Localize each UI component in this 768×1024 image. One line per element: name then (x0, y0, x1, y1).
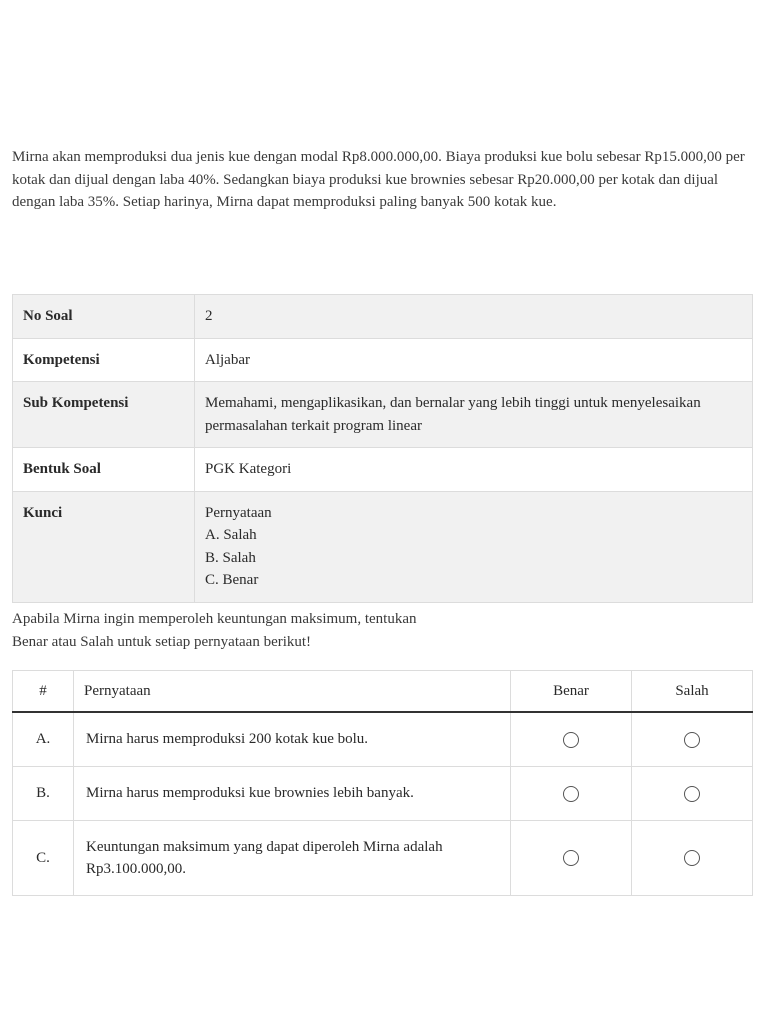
question-prompt-line: Apabila Mirna ingin memperoleh keuntungan maksimum, tentukan (12, 611, 417, 627)
meta-label: Bentuk Soal (13, 448, 195, 492)
row-number: A. (13, 712, 74, 767)
meta-value: PGK Kategori (195, 448, 753, 492)
row-statement: Keuntungan maksimum yang dapat diperoleh Mirna adalah Rp3.100.000,00. (74, 821, 511, 896)
row-number: B. (13, 767, 74, 821)
table-row (13, 821, 753, 896)
problem-intro: Mirna akan memproduksi dua jenis kue dengan modal Rp8.000.000,00. Biaya produksi kue bolu sebesar Rp15.000,00 per kotak dan dijual dengan laba 40%. Sedangkan biaya produksi kue brownies sebesar Rp20.000,00 per kotak dan dijual dengan laba 35%. Setiap harinya, Mirna dapat memproduksi paling banyak 500 kotak kue. (12, 149, 745, 210)
answer-key-line: C. Benar (205, 572, 259, 588)
meta-label: No Soal (13, 295, 195, 339)
question-prompt (12, 608, 752, 653)
question-metadata-table (12, 294, 753, 603)
answer-key-line: A. Salah (205, 527, 257, 543)
row-statement: Mirna harus memproduksi kue brownies lebih banyak. (74, 767, 511, 821)
answer-key-heading: Pernyataan (205, 504, 272, 521)
salah-cell (632, 821, 753, 896)
benar-cell (511, 712, 632, 767)
answer-key (195, 491, 753, 602)
row-statement: Mirna harus memproduksi 200 kotak kue bolu. (74, 712, 511, 767)
benar-cell (511, 821, 632, 896)
header-benar: Benar (511, 671, 632, 713)
meta-row-bentuk-soal (13, 448, 753, 492)
header-number: # (13, 671, 74, 713)
radio-salah-a[interactable] (684, 732, 700, 748)
answer-key-line: B. Salah (205, 549, 256, 566)
radio-benar-a[interactable] (563, 732, 579, 748)
header-salah: Salah (632, 671, 753, 713)
meta-value: 2 (195, 295, 753, 339)
radio-benar-c[interactable] (563, 850, 579, 866)
meta-row-sub-kompetensi (13, 382, 753, 448)
meta-value: Memahami, mengaplikasikan, dan bernalar yang lebih tinggi untuk menyelesaikan permasalahan terkait program linear (195, 382, 753, 448)
meta-row-no-soal (13, 295, 753, 339)
question-prompt-line: Benar atau Salah untuk setiap pernyataan berikut! (12, 633, 312, 650)
meta-label: Kunci (13, 491, 195, 602)
meta-label: Kompetensi (13, 338, 195, 382)
meta-value: Aljabar (195, 338, 753, 382)
radio-benar-b[interactable] (563, 786, 579, 802)
salah-cell (632, 767, 753, 821)
radio-salah-b[interactable] (684, 786, 700, 802)
meta-row-kompetensi (13, 338, 753, 382)
salah-cell (632, 712, 753, 767)
radio-salah-c[interactable] (684, 850, 700, 866)
answer-table-header (13, 671, 753, 713)
table-row (13, 767, 753, 821)
answer-table (12, 670, 753, 896)
meta-label: Sub Kompetensi (13, 382, 195, 448)
table-row (13, 712, 753, 767)
meta-row-kunci (13, 491, 753, 602)
benar-cell (511, 767, 632, 821)
row-number: C. (13, 821, 74, 896)
header-statement: Pernyataan (74, 671, 511, 713)
